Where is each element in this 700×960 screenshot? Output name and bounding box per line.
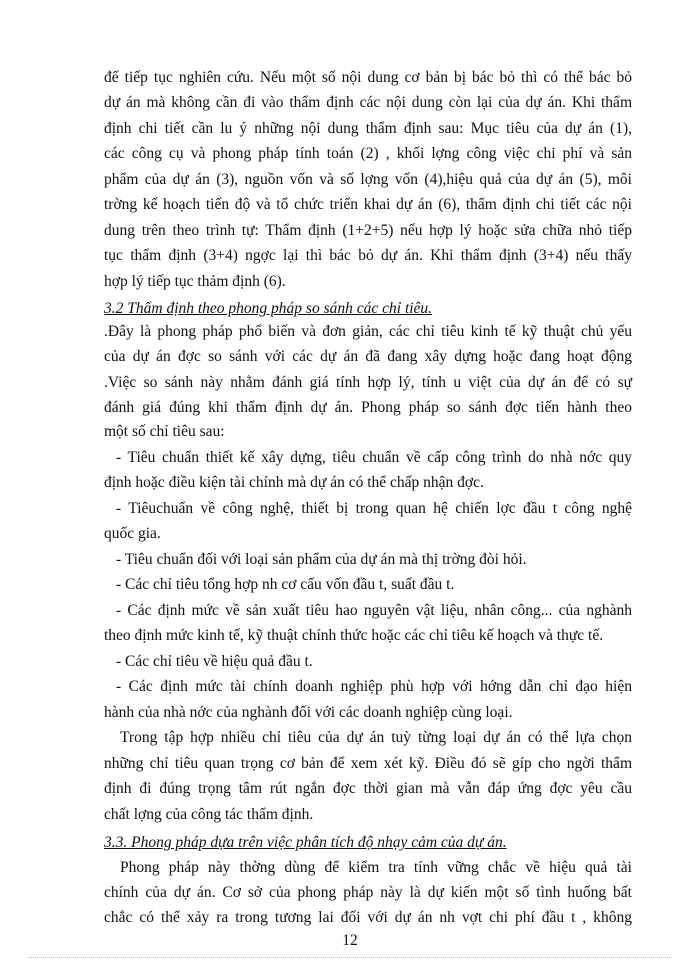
- text-line: chất lợng của công tác thẩm định.: [104, 806, 314, 823]
- text-line: .Đây là phong pháp phổ biến và đơn giản, các chỉ tiêu kinh tế kỹ thuật chủ yếu: [104, 323, 632, 340]
- bullet-line: - Các chỉ tiêu về hiệu quả đầu t.: [116, 653, 313, 670]
- text-line: một số chỉ tiêu sau:: [104, 423, 225, 440]
- text-line: đánh giá đúng khi thẩm định dự án. Phong pháp so sánh đợc tiến hành theo: [104, 399, 632, 416]
- text-line: Trong tập hợp nhiều chỉ tiêu của dự án tuỳ từng loại dự án có thể lựa chọn: [120, 729, 632, 746]
- text-line: chắc có thể xảy ra trong tương lai đối với dự án nh vợt chi phí đầu t , không: [104, 909, 632, 926]
- section-heading: 3.3. Phong pháp dựa trên việc phân tích độ nhạy cảm của dự án.: [104, 834, 507, 851]
- text-line: .Việc so sánh này nhằm đánh giá tính hợp lý, tính u việt của dự án để có sự: [104, 374, 632, 391]
- bullet-line: - Các chỉ tiêu tổng hợp nh cơ cấu vốn đầu t, suất đầu t.: [116, 576, 455, 593]
- section-heading: 3.2 Thẩm định theo phong pháp so sánh các chỉ tiêu.: [104, 300, 433, 317]
- bullet-line: - Tiêu chuẩn thiết kế xây dựng, tiêu chuẩn về cấp công trình do nhà nớc quy: [116, 449, 632, 466]
- bullet-line: - Tiêuchuẩn về công nghệ, thiết bị trong quan hệ chiến lợc đầu t công nghệ: [116, 500, 632, 517]
- text-line: chính của dự án. Cơ sở của phong pháp này là dự kiến một số tình huống bất: [104, 884, 632, 901]
- text-line: Phong pháp này thờng dùng để kiểm tra tính vững chắc về hiệu quả tài: [120, 859, 632, 876]
- page-number: 12: [342, 932, 358, 949]
- bullet-line: - Tiêu chuẩn đối với loại sản phẩm của dự án mà thị trờng đòi hỏi.: [116, 551, 527, 568]
- bullet-line: hành của nhà nớc của nghành đối với các doanh nghiệp cùng loại.: [104, 704, 513, 721]
- bullet-line: định hoặc điều kiện tài chính mà dự án có thể chấp nhận đợc.: [104, 474, 484, 491]
- text-line: dung trên theo trình tự: Thẩm định (1+2+5) nếu hợp lý hoặc sửa chữa nhỏ tiếp: [104, 222, 632, 239]
- text-line: phẩm của dự án (3), nguồn vốn và số lợng vốn (4),hiệu quả của dự án (5), môi: [104, 171, 632, 188]
- text-line: định đi đúng trọng tâm rút ngắn đợc thời gian mà vẫn đáp ứng đợc yêu cầu: [104, 780, 632, 797]
- text-line: hợp lý tiếp tục thảm định (6).: [104, 273, 286, 290]
- bullet-line: quốc gia.: [104, 525, 161, 542]
- text-line: tục thẩm định (3+4) ngợc lại thì bác bỏ dự án. Khi thẩm định (3+4) nếu thấy: [104, 247, 632, 264]
- text-line: các công cụ và phong pháp tính toán (2) , khối lợng công việc chi phí và sản: [104, 145, 632, 162]
- text-line: những chỉ tiêu quan trọng cơ bản để xem xét kỹ. Điều đó sẽ gíp cho ngời thẩm: [104, 755, 632, 772]
- text-line: của dự án đợc so sánh với các dự án đã đang xây dựng hoặc đang hoạt động: [104, 348, 632, 365]
- bullet-line: - Các định mức tài chính doanh nghiệp phù hợp với hớng dẫn chỉ đạo hiện: [116, 678, 632, 695]
- text-line: định chi tiết cần lu ý những nội dung thẩm định sau: Mục tiêu của dự án (1),: [104, 120, 632, 137]
- bullet-line: - Các định mức về sản xuất tiêu hao nguyên vật liệu, nhân công... của nghành: [116, 602, 632, 619]
- footer-divider: [28, 957, 672, 958]
- text-line: dự án mà không cần đi vào thẩm định các nội dung còn lại của dự án. Khi thẩm: [104, 94, 632, 111]
- text-line: để tiếp tục nghiên cứu. Nếu một số nội dung cơ bản bị bác bỏ thì có thể bác bỏ: [104, 69, 632, 86]
- text-line: trờng kế hoạch tiến độ và tổ chức triển khai dự án (6), thẩm định chi tiết các nội: [104, 196, 632, 213]
- bullet-line: theo định mức kinh tế, kỹ thuật chính thức hoặc các chỉ tiêu kế hoạch và thực tế.: [104, 627, 604, 644]
